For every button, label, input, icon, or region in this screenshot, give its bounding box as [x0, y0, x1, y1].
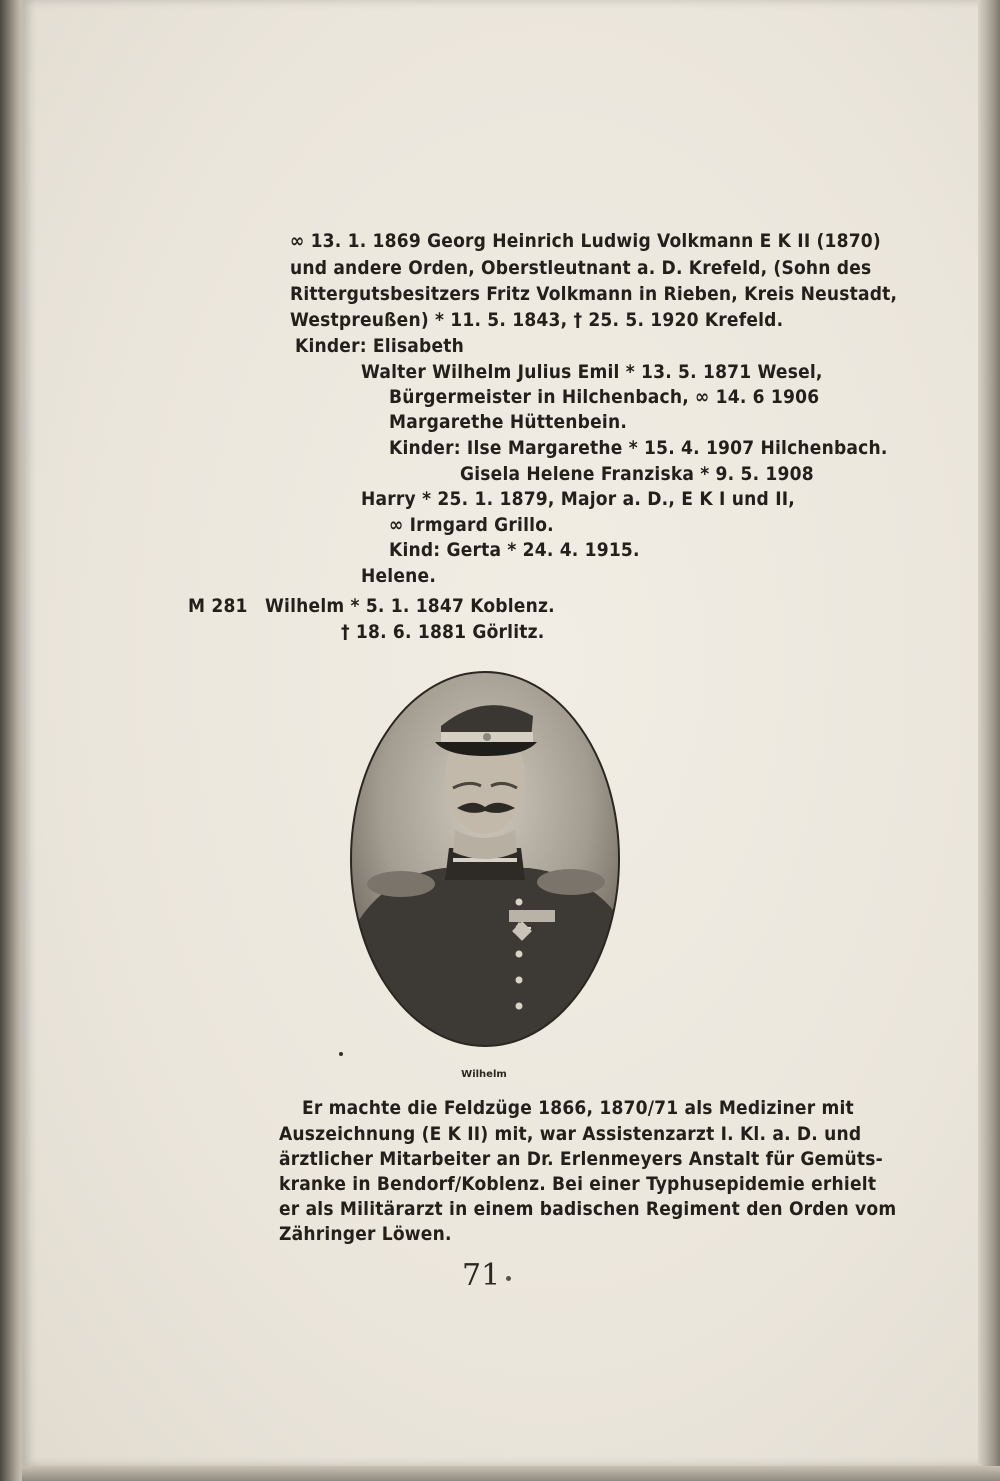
text-line: ∞ Irmgard Grillo. — [389, 514, 554, 536]
page-bottom-edge — [22, 1466, 1000, 1481]
text-line: ∞ 13. 1. 1869 Georg Heinrich Ludwig Volkmann E K II (1870) — [290, 230, 881, 252]
text-line: Rittergutsbesitzers Fritz Volkmann in Rieben, Kreis Neustadt, — [290, 283, 898, 305]
text-line: † 18. 6. 1881 Görlitz. — [341, 621, 545, 643]
page-number-dot — [506, 1276, 511, 1281]
paragraph-line: Er machte die Feldzüge 1866, 1870/71 als Mediziner mit — [302, 1097, 854, 1119]
text-line: Helene. — [361, 565, 437, 587]
entry-label: M 281 — [188, 595, 248, 617]
text-line: Wilhelm * 5. 1. 1847 Koblenz. — [265, 595, 555, 617]
paragraph-line: er als Militärarzt in einem badischen Regiment den Orden vom — [279, 1198, 897, 1220]
text-line: Harry * 25. 1. 1879, Major a. D., E K I und II, — [361, 488, 795, 510]
text-line: Walter Wilhelm Julius Emil * 13. 5. 1871 Wesel, — [361, 361, 823, 383]
page-number: 71 — [462, 1258, 501, 1293]
paragraph-line: Auszeichnung (E K II) mit, war Assistenzarzt I. Kl. a. D. und — [279, 1123, 862, 1145]
text-line: Bürgermeister in Hilchenbach, ∞ 14. 6 1906 — [389, 386, 820, 408]
text-line: Kind: Gerta * 24. 4. 1915. — [389, 539, 640, 561]
photo-caption: Wilhelm — [461, 1069, 507, 1080]
speck — [339, 1052, 343, 1056]
paragraph-line: ärztlicher Mitarbeiter an Dr. Erlenmeyers Anstalt für Gemüts- — [279, 1148, 883, 1170]
text-line: und andere Orden, Oberstleutnant a. D. Krefeld, (Sohn des — [290, 257, 872, 279]
text-line: Margarethe Hüttenbein. — [389, 411, 628, 433]
text-line: Gisela Helene Franziska * 9. 5. 1908 — [460, 463, 814, 485]
text-line: Kinder: Elisabeth — [295, 335, 465, 357]
text-line: Kinder: Ilse Margarethe * 15. 4. 1907 Hilchenbach. — [389, 437, 888, 459]
paragraph-line: kranke in Bendorf/Koblenz. Bei einer Typhusepidemie erhielt — [279, 1173, 877, 1195]
text-line: Westpreußen) * 11. 5. 1843, † 25. 5. 1920 Krefeld. — [290, 309, 784, 331]
page-edge — [978, 0, 1000, 1481]
portrait-photo — [349, 670, 621, 1048]
paragraph-line: Zähringer Löwen. — [279, 1223, 452, 1245]
